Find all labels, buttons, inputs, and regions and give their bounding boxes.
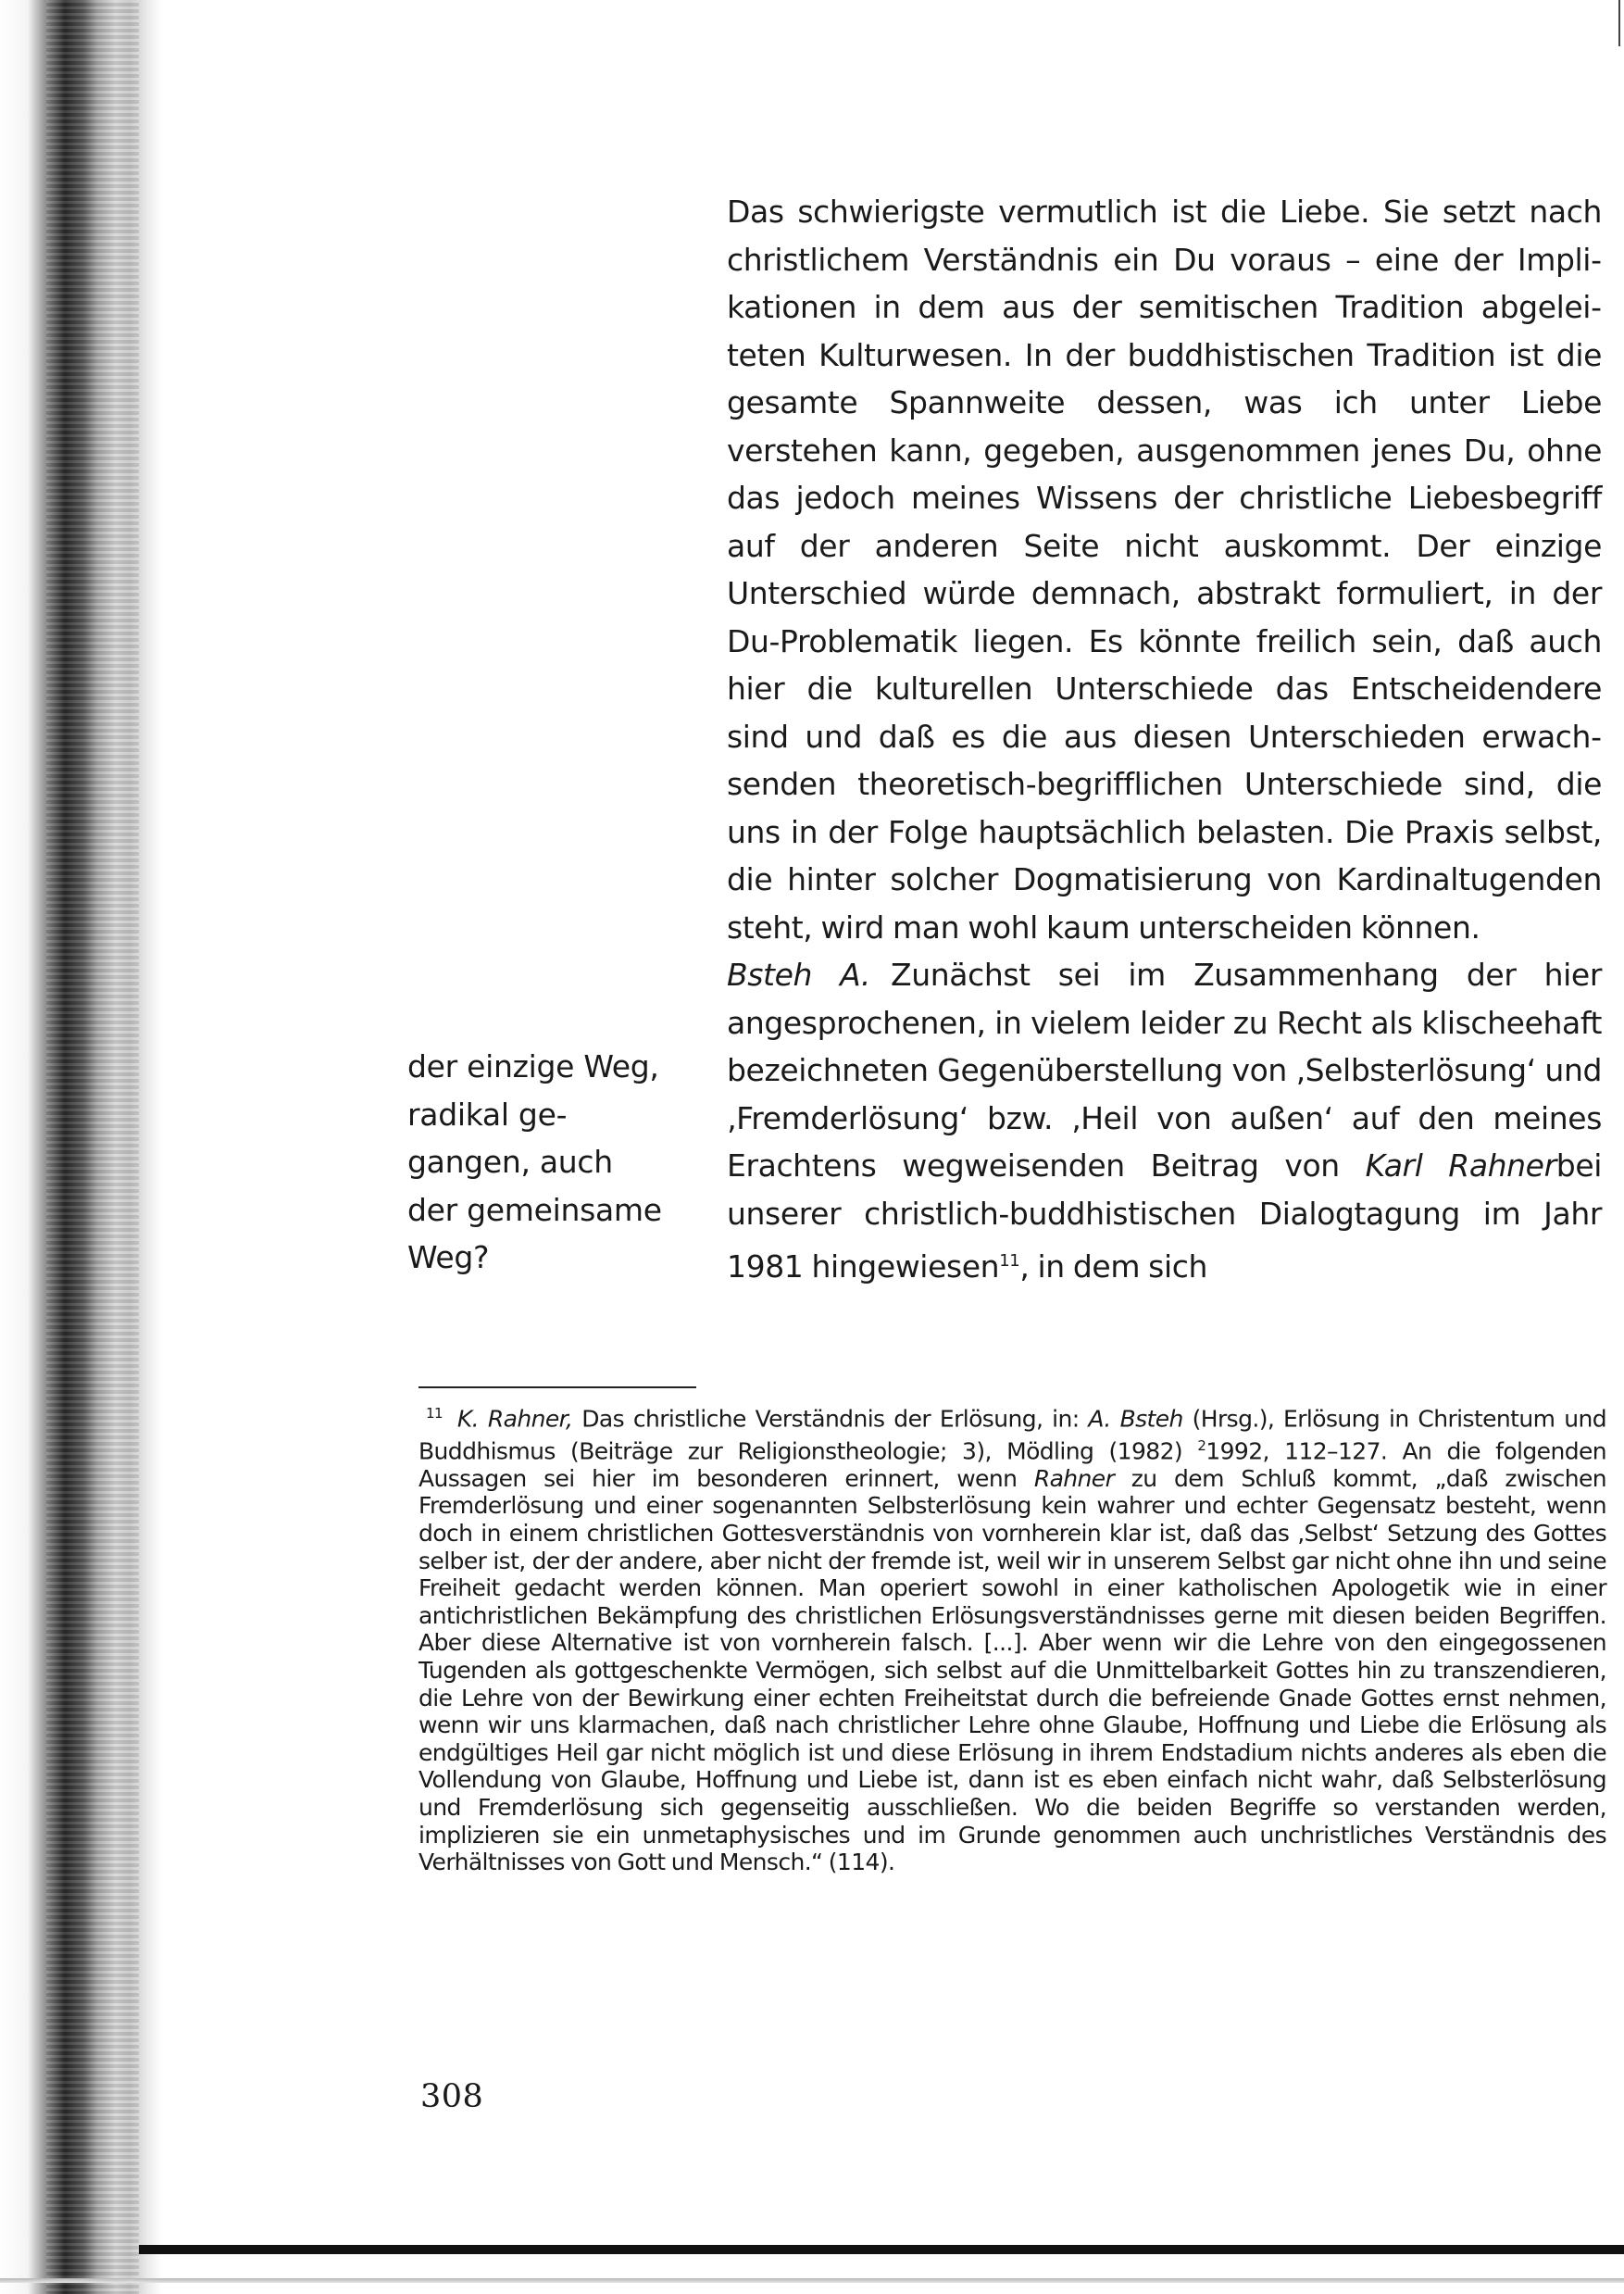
scan-bottom-bar [139, 2245, 1624, 2254]
marginal-note-line: radikal ge- [407, 1096, 568, 1133]
paragraph-love: Das schwierigste vermutlich ist die Liebe. Sie setzt nach christlichem Verständnis ein Du voraus – eine der Implikationen in dem aus der semitischen Tradition abgeleiteten Kulturwesen. In der buddhistischen Tradition ist die gesamte Spannweite dessen, was ich unter Liebe verstehen kann, gegeben, ausgenommen jenes Du, ohne das jedoch meines Wissens der christliche Liebesbegriff auf der anderen Seite nicht auskommt. Der einzige Unterschied würde demnach, abstrakt formuliert, in der Du-Problematik liegen. Es könnte freilich sein, daß auch hier die kulturellen Unterschiede das Entscheidendere sind und daß es die aus diesen Unterschieden erwachsenden theoretisch-begrifflichen Unterschiede sind, die uns in der Folge hauptsächlich belasten. Die Praxis selbst, die hinter solcher Dogmatisierung von Kardinaltugenden steht, wird man wohl kaum unterscheiden können. [727, 194, 1602, 946]
footnote-editor: A. Bsteh [1088, 1405, 1183, 1433]
page-number: 308 [420, 2078, 484, 2115]
author-name-karl-rahner: Karl Rahner [1365, 1147, 1556, 1184]
main-text-column [727, 188, 1602, 1291]
footnote [418, 1400, 1606, 1876]
footnote-rahner: Rahner [1033, 1464, 1115, 1492]
page-edge-mark [1618, 0, 1620, 46]
scan-bottom-edge [0, 2278, 1624, 2283]
marginal-note-line: der einzige Weg, [407, 1048, 659, 1084]
marginal-note [407, 1043, 713, 1282]
footnote-text: 1992, 112–127. An die folgenden Aussagen sei hier im besonderen erinnert, wenn [418, 1437, 1606, 1492]
speaker-name: Bsteh A. [727, 957, 871, 993]
footnote-separator [418, 1386, 696, 1388]
footnote-number: 11 [426, 1405, 443, 1422]
marginal-note-line: Weg? [407, 1239, 490, 1275]
footnote-edition: 2 [1197, 1436, 1206, 1454]
paragraph-bsteh-text-2: bei unserer christlich-buddhistischen Dialogtagung im Jahr 1981 hingewiesen [727, 1147, 1602, 1285]
footnote-reference: 11 [999, 1251, 1020, 1271]
footnote-author: K. Rahner, [456, 1405, 573, 1433]
paragraph-bsteh [727, 951, 1602, 1291]
paragraph-bsteh-text-1: Zunächst sei im Zusammenhang der hier angesprochenen, in vielem leider zu Recht als klischeehaft bezeichneten Gegenüberstellung von ‚Selbsterlösung‘ und ‚Fremderlösung‘ bzw. ‚Heil von außen‘ auf den meines Erachtens wegweisenden Beitrag von [727, 957, 1602, 1184]
gutter-scan-texture [46, 0, 139, 2294]
marginal-note-line: gangen, auch [407, 1144, 613, 1180]
paragraph-bsteh-text-3: , in dem sich [1019, 1248, 1207, 1285]
footnote-quote: zu dem Schluß kommt, „daß zwischen Fremderlösung und einer sogenannten Selbsterlösung kein wahrer und echter Gegensatz besteht, wenn doch in einem christlichen Gottesverständnis von vornherein klar ist, daß das ‚Selbst‘ Setzung des Gottes selber ist, der der andere, aber nicht der fremde ist, weil wir in unserem Selbst gar nicht ohne ihn und seine Freiheit gedacht werden können. Man operiert sowohl in einer katholischen Apologetik wie in einer antichristlichen Bekämpfung des christlichen Erlösungsverständnisses gerne mit diesen beiden Begriffen. Aber diese Alternative ist von vornherein falsch. [...]. Aber wenn wir die Lehre von den eingegossenen Tugenden als gottgeschenkte Vermögen, sich selbst auf die Unmittelbarkeit Gottes hin zu transzendieren, die Lehre von der Bewirkung einer echten Freiheitstat durch die befreiende Gnade Gottes ernst nehmen, wenn wir uns klarmachen, daß nach christlicher Lehre ohne Glaube, Hoffnung und Liebe die Erlösung als endgültiges Heil gar nicht möglich ist und diese Erlösung in ihrem Endstadium nichts anderes als eben die Vollendung von Glaube, Hoffnung und Liebe ist, dann ist es eben einfach nicht wahr, daß Selbsterlösung und Fremderlösung sich gegenseitig ausschließen. Wo die beiden Begriffe so verstanden werden, implizieren sie ein unmetaphysisches und im Grunde genommen auch unchristliches Verständnis des Verhältnisses von Gott und Mensch.“ (114). [418, 1464, 1606, 1876]
marginal-note-line: der gemeinsame [407, 1191, 662, 1228]
footnote-text: Das christliche Verständnis der Erlösung, in: [581, 1405, 1080, 1433]
footnote-text: (Hrsg.), Erlösung in Christentum und Buddhismus (Beiträge zur Religionstheologie; 3), Mödling (1982) [418, 1405, 1606, 1465]
